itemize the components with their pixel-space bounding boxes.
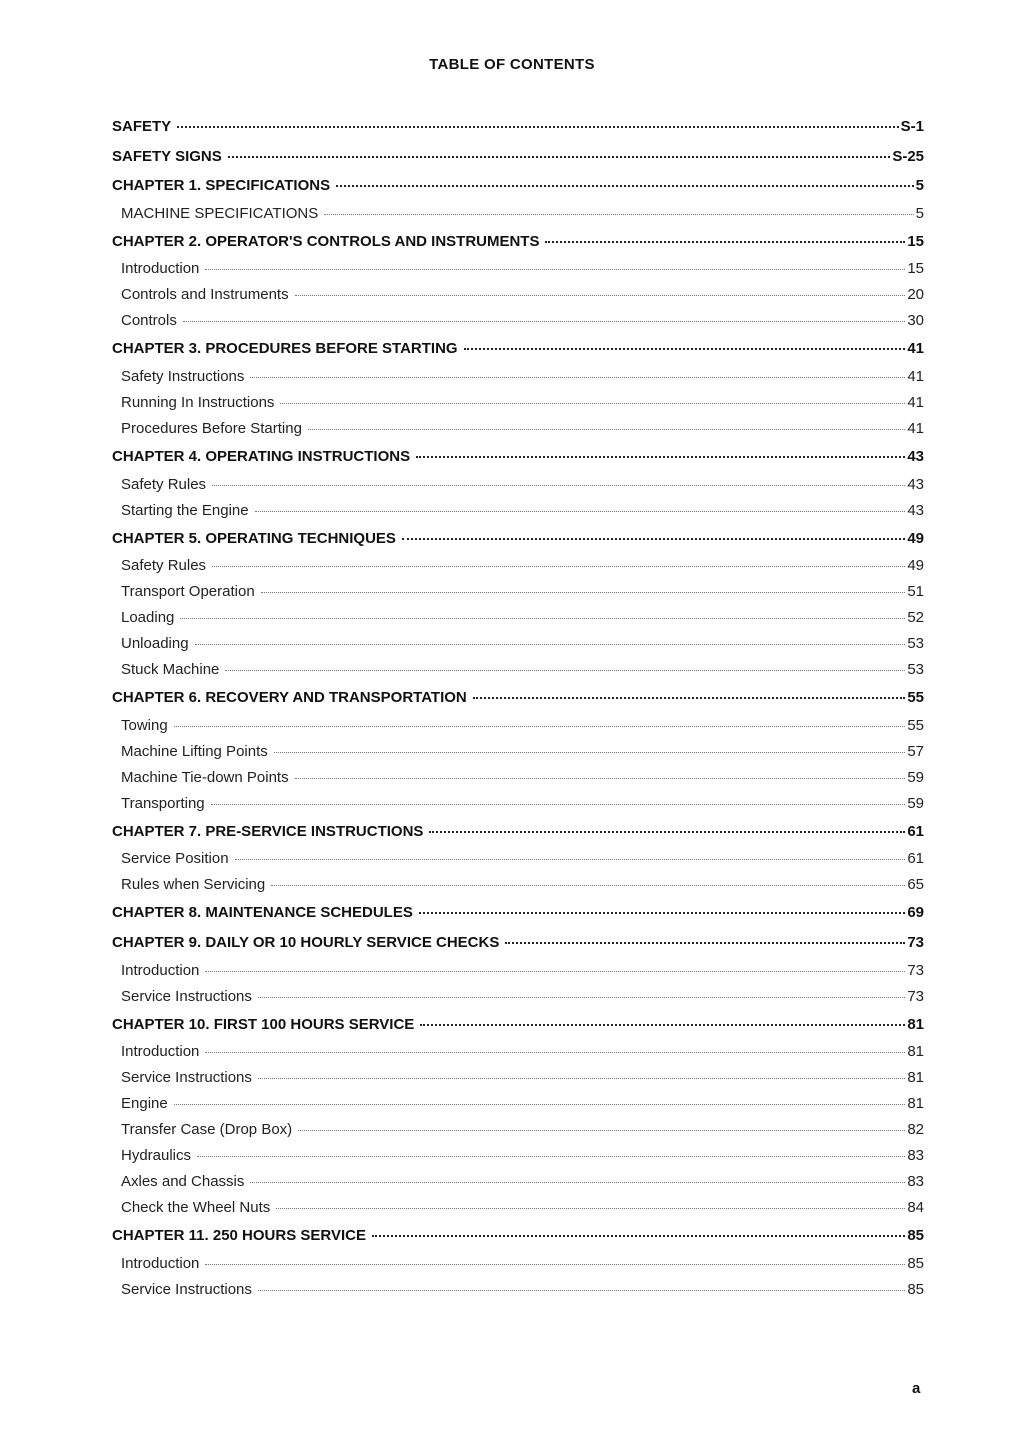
dot-leader [258,1078,905,1079]
toc-entry-label: CHAPTER 10. FIRST 100 HOURS SERVICE [112,1015,415,1033]
toc-entry-page: 15 [907,232,924,250]
toc-entry-label: Procedures Before Starting [121,419,302,437]
toc-entry-page: 73 [907,987,924,1005]
toc-entry-label: Unloading [121,635,189,653]
dot-leader [473,697,906,699]
dot-leader [545,241,905,243]
toc-section-entry[interactable] [112,1169,924,1195]
toc-entry-page: 84 [907,1199,924,1217]
toc-entry-label: Introduction [121,1254,200,1272]
toc-entry-page: 73 [907,961,924,979]
toc-entry-page: 55 [907,689,924,707]
toc-entry-label: Introduction [121,961,200,979]
toc-entry-page: 81 [907,1069,924,1087]
dot-leader [197,1156,905,1157]
toc-entry-page: 43 [907,475,924,493]
dot-leader [235,859,906,860]
toc-chapter-entry[interactable] [112,334,924,364]
dot-leader [419,912,905,914]
toc-entry-label: CHAPTER 7. PRE-SERVICE INSTRUCTIONS [112,822,424,840]
dot-leader [261,592,906,593]
toc-section-entry[interactable] [112,1065,924,1091]
toc-entry-page: S-25 [892,147,924,165]
toc-section-entry[interactable] [112,631,924,657]
toc-entry-label: Safety Rules [121,557,207,575]
dot-leader [250,377,905,378]
toc-entry-page: 43 [907,447,924,465]
dot-leader [174,1104,906,1105]
toc-entry-page: 85 [907,1280,924,1298]
toc-chapter-entry[interactable] [112,227,924,257]
toc-entry-page: 41 [907,367,924,385]
toc-chapter-entry[interactable] [112,1221,924,1251]
toc-section-entry[interactable] [112,1195,924,1221]
toc-entry-page: 59 [907,794,924,812]
toc-entry-page: 85 [907,1227,924,1245]
dot-leader [174,726,906,727]
dot-leader [205,1052,905,1053]
toc-chapter-entry[interactable] [112,817,924,847]
toc-entry-page: 83 [907,1173,924,1191]
toc-chapter-entry[interactable] [112,928,924,958]
toc-section-entry[interactable] [112,958,924,984]
toc-section-entry[interactable] [112,201,924,227]
toc-entry-page: 61 [907,850,924,868]
toc-section-entry[interactable] [112,1251,924,1277]
toc-entry-label: Transport Operation [121,583,255,601]
dot-leader [298,1130,905,1131]
toc-entry-page: S-1 [900,118,924,135]
toc-entry-label: CHAPTER 3. PROCEDURES BEFORE STARTING [112,340,458,358]
toc-section-entry[interactable] [112,256,924,282]
toc-entry-page: 15 [907,260,924,278]
toc-entry-page: 49 [907,529,924,547]
toc-entry-label: CHAPTER 6. RECOVERY AND TRANSPORTATION [112,689,467,707]
toc-entry-page: 49 [907,557,924,575]
toc-entry-page: 53 [907,661,924,679]
dot-leader [258,997,905,998]
toc-entry-label: CHAPTER 4. OPERATING INSTRUCTIONS [112,447,411,465]
toc-entry-page: 73 [907,933,924,951]
dot-leader [180,618,905,619]
toc-section-entry[interactable] [112,390,924,416]
dot-leader [195,644,906,645]
dot-leader [255,511,906,512]
dot-leader [205,269,905,270]
dot-leader [212,566,905,567]
toc-section-entry[interactable] [112,765,924,791]
dot-leader [295,295,906,296]
dot-leader [205,971,905,972]
dot-leader [205,1264,905,1265]
dot-leader [324,214,913,215]
toc-section-entry[interactable] [112,713,924,739]
dot-leader [372,1235,905,1237]
dot-leader [464,348,906,350]
toc-entry-page: 51 [907,583,924,601]
toc-entry-label: CHAPTER 1. SPECIFICATIONS [112,177,331,195]
toc-entry-label: MACHINE SPECIFICATIONS [121,204,319,222]
toc-section-entry[interactable] [112,1039,924,1065]
toc-section-entry[interactable] [112,1117,924,1143]
toc-entry-label: CHAPTER 11. 250 HOURS SERVICE [112,1227,366,1245]
toc-section-entry[interactable] [112,605,924,631]
page-title: TABLE OF CONTENTS [429,56,595,73]
dot-leader [402,538,905,540]
toc-section-entry[interactable] [112,739,924,765]
toc-section-entry[interactable] [112,416,924,442]
toc-entry-label: Service Instructions [121,987,252,1005]
page-number: a [912,1380,921,1397]
toc-entry-label: Transporting [121,794,205,812]
toc-section-entry[interactable] [112,791,924,817]
toc-entry-label: Loading [121,609,175,627]
toc-entry-label: SAFETY [112,118,172,135]
toc-entry-page: 55 [907,716,924,734]
toc-chapter-entry[interactable] [112,898,924,928]
dot-leader [177,126,898,128]
toc-entry-page: 81 [907,1043,924,1061]
toc-entry-label: Engine [121,1095,168,1113]
toc-entry-page: 59 [907,768,924,786]
dot-leader [225,670,905,671]
toc-section-entry[interactable] [112,498,924,524]
toc-entry-label: Machine Lifting Points [121,742,268,760]
dot-leader [280,403,905,404]
toc-section-entry[interactable] [112,846,924,872]
toc-entry-page: 5 [915,177,924,195]
toc-chapter-entry[interactable] [112,683,924,713]
toc-entry-page: 43 [907,501,924,519]
toc-entry-page: 52 [907,609,924,627]
toc-entry-page: 41 [907,419,924,437]
dot-leader [228,156,891,158]
toc-entry-page: 81 [907,1015,924,1033]
toc-chapter-entry[interactable] [112,1010,924,1040]
dot-leader [276,1208,905,1209]
toc-entry-page: 82 [907,1121,924,1139]
dot-leader [258,1290,905,1291]
toc-entry-label: Controls and Instruments [121,286,289,304]
toc-chapter-entry[interactable] [112,171,924,201]
toc-entry-label: Service Position [121,850,229,868]
toc-entry-page: 30 [907,312,924,330]
toc-entry-page: 81 [907,1095,924,1113]
dot-leader [183,321,905,322]
toc-entry-label: Machine Tie-down Points [121,768,289,786]
toc-section-entry[interactable] [112,579,924,605]
dot-leader [308,429,905,430]
toc-section-entry[interactable] [112,282,924,308]
toc-entry-page: 69 [907,904,924,922]
toc-entry-label: Service Instructions [121,1069,252,1087]
toc-section-entry[interactable] [112,308,924,334]
toc-entry-page: 83 [907,1147,924,1165]
dot-leader [416,456,905,458]
toc-entry-page: 5 [915,204,924,222]
toc-entry-label: CHAPTER 2. OPERATOR'S CONTROLS AND INSTRUMENTS [112,232,540,250]
toc-section-entry[interactable] [112,1143,924,1169]
toc-chapter-entry[interactable] [112,524,924,554]
toc-entry-page: 20 [907,286,924,304]
dot-leader [274,752,906,753]
toc-section-entry[interactable] [112,553,924,579]
dot-leader [250,1182,905,1183]
toc-entry-label: Safety Rules [121,475,207,493]
toc-section-entry[interactable] [112,472,924,498]
dot-leader [295,778,906,779]
toc-entry-page: 57 [907,742,924,760]
toc-entry-page: 61 [907,822,924,840]
toc-entry-label: Axles and Chassis [121,1173,245,1191]
table-of-contents [112,112,924,1303]
toc-entry-page: 53 [907,635,924,653]
toc-chapter-entry[interactable] [112,112,924,142]
dot-leader [212,485,905,486]
toc-entry-label: Rules when Servicing [121,876,266,894]
toc-entry-label: Check the Wheel Nuts [121,1199,271,1217]
toc-entry-label: Running In Instructions [121,393,275,411]
toc-section-entry[interactable] [112,1091,924,1117]
toc-entry-page: 41 [907,340,924,358]
toc-entry-label: Hydraulics [121,1147,192,1165]
toc-entry-label: CHAPTER 5. OPERATING TECHNIQUES [112,529,396,547]
toc-section-entry[interactable] [112,984,924,1010]
toc-chapter-entry[interactable] [112,442,924,472]
toc-entry-page: 65 [907,876,924,894]
dot-leader [336,185,914,187]
toc-section-entry[interactable] [112,364,924,390]
toc-entry-label: Towing [121,716,168,734]
dot-leader [271,885,905,886]
toc-entry-label: SAFETY SIGNS [112,147,222,165]
toc-chapter-entry[interactable] [112,142,924,172]
toc-entry-label: Starting the Engine [121,501,249,519]
toc-entry-label: CHAPTER 9. DAILY OR 10 HOURLY SERVICE CHECKS [112,933,500,951]
toc-entry-label: Controls [121,312,177,330]
toc-entry-label: Service Instructions [121,1280,252,1298]
toc-section-entry[interactable] [112,657,924,683]
toc-entry-label: Safety Instructions [121,367,245,385]
dot-leader [211,804,906,805]
toc-section-entry[interactable] [112,1277,924,1303]
dot-leader [420,1024,905,1026]
toc-entry-label: Stuck Machine [121,661,220,679]
dot-leader [429,831,905,833]
toc-entry-label: Introduction [121,260,200,278]
toc-entry-page: 41 [907,393,924,411]
toc-entry-page: 85 [907,1254,924,1272]
toc-entry-label: Introduction [121,1043,200,1061]
toc-entry-label: CHAPTER 8. MAINTENANCE SCHEDULES [112,904,413,922]
toc-section-entry[interactable] [112,872,924,898]
dot-leader [505,942,905,944]
toc-entry-label: Transfer Case (Drop Box) [121,1121,293,1139]
